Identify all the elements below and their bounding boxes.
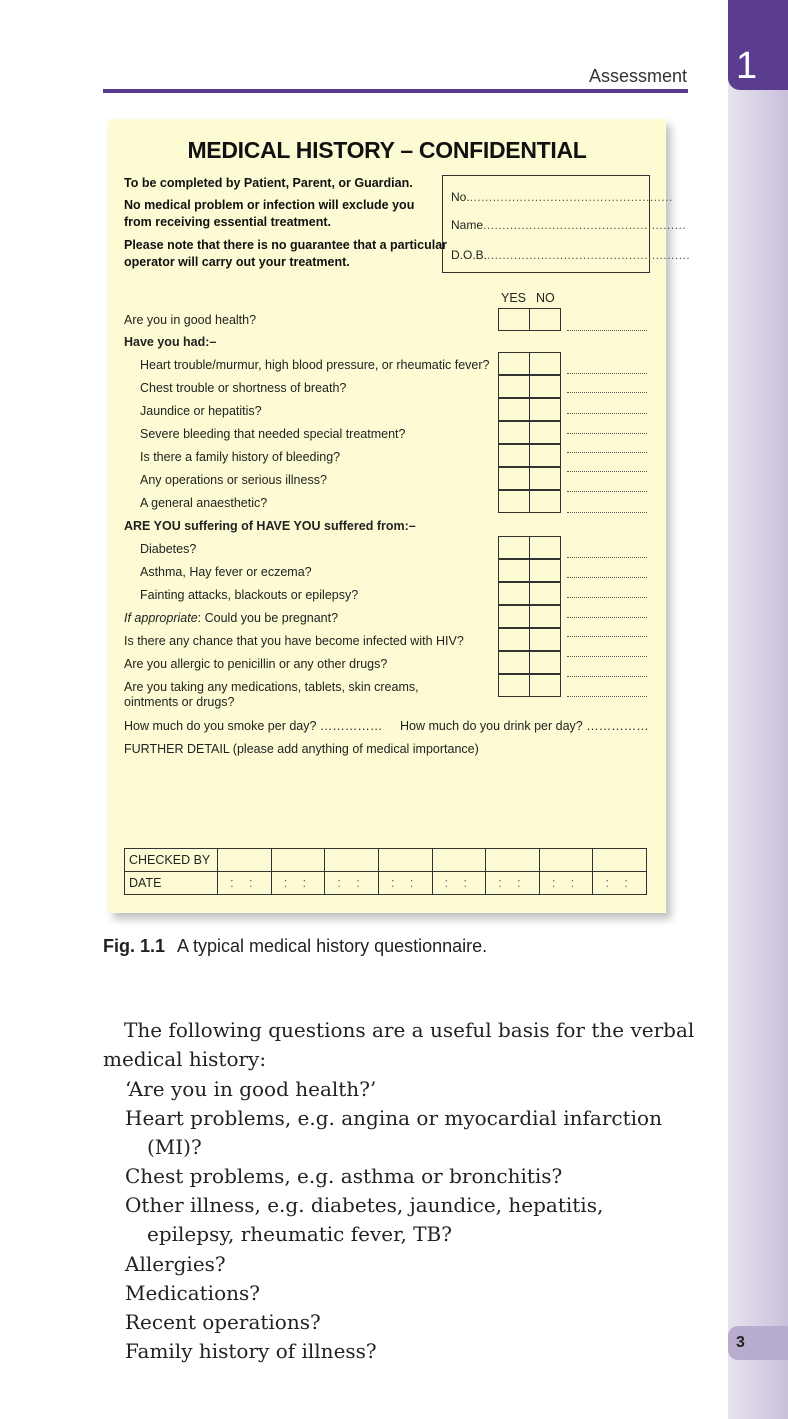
- question-family-bleeding: Is there a family history of bleeding?: [140, 450, 341, 464]
- no-checkbox[interactable]: [529, 444, 561, 467]
- yes-checkbox[interactable]: [498, 421, 530, 444]
- yes-checkbox[interactable]: [498, 582, 530, 605]
- no-checkbox[interactable]: [529, 674, 561, 697]
- question-pregnant: If appropriate: Could you be pregnant?: [124, 611, 339, 625]
- figure-caption: [103, 936, 487, 957]
- yes-checkbox[interactable]: [498, 605, 530, 628]
- yes-checkbox[interactable]: [498, 375, 530, 398]
- question-jaundice: Jaundice or hepatitis?: [140, 404, 262, 418]
- question-anaesthetic: A general anaesthetic?: [140, 496, 268, 510]
- body-paragraph-line: medical history:: [103, 1047, 267, 1071]
- answer-line[interactable]: [567, 557, 647, 558]
- question-heart: Heart trouble/murmur, high blood pressure, or rheumatic fever?: [140, 358, 490, 372]
- yes-checkbox[interactable]: [498, 651, 530, 674]
- question-hiv: Is there any chance that you have become infected with HIV?: [124, 634, 464, 648]
- question-good-health: Are you in good health?: [124, 313, 257, 327]
- medical-history-form: [108, 119, 691, 913]
- no-checkbox[interactable]: [529, 398, 561, 421]
- date-cell[interactable]: : :: [539, 872, 593, 895]
- question-chest: Chest trouble or shortness of breath?: [140, 381, 347, 395]
- no-checkbox[interactable]: [529, 467, 561, 490]
- no-checkbox[interactable]: [529, 651, 561, 674]
- list-item: ‘Are you in good health?’: [125, 1077, 377, 1101]
- answer-line[interactable]: [567, 617, 647, 618]
- chapter-number: 1: [736, 45, 758, 87]
- yes-checkbox[interactable]: [498, 559, 530, 582]
- smoke-question: How much do you smoke per day? ……………: [124, 719, 383, 733]
- date-label: DATE: [125, 872, 218, 895]
- header-rule: [103, 89, 688, 93]
- answer-line[interactable]: [567, 471, 647, 472]
- no-checkbox[interactable]: [529, 375, 561, 398]
- body-paragraph-line: The following questions are a useful basis for the verbal: [124, 1018, 695, 1042]
- intro-line: operator will carry out your treatment.: [124, 255, 350, 269]
- list-item: (MI)?: [147, 1135, 202, 1159]
- question-operations: Any operations or serious illness?: [140, 473, 327, 487]
- checked-by-cell[interactable]: [593, 849, 647, 872]
- intro-line: No medical problem or infection will exclude you: [124, 198, 415, 212]
- drink-question: How much do you drink per day? ……………: [400, 719, 649, 733]
- list-item: Family history of illness?: [125, 1339, 377, 1363]
- list-item: epilepsy, rheumatic fever, TB?: [147, 1222, 452, 1246]
- yes-checkbox[interactable]: [498, 467, 530, 490]
- no-column-header: NO: [536, 291, 555, 305]
- no-checkbox[interactable]: [529, 582, 561, 605]
- date-cell[interactable]: : :: [325, 872, 379, 895]
- question-allergy: Are you allergic to penicillin or any other drugs?: [124, 657, 388, 671]
- answer-line[interactable]: [567, 512, 647, 513]
- question-diabetes: Diabetes?: [140, 542, 197, 556]
- answer-line[interactable]: [567, 452, 647, 453]
- answer-line[interactable]: [567, 330, 647, 331]
- id-number-field[interactable]: No......................................................: [451, 190, 673, 204]
- figure-label: Fig. 1.1: [103, 936, 166, 956]
- checked-by-cell[interactable]: [486, 849, 540, 872]
- page-number: 3: [736, 1334, 745, 1351]
- no-checkbox[interactable]: [529, 605, 561, 628]
- question-medications: Are you taking any medications, tablets, skin creams, ointments or drugs?: [124, 680, 419, 709]
- checked-by-cell[interactable]: [271, 849, 325, 872]
- thumb-index-strip: [728, 0, 788, 1419]
- no-checkbox[interactable]: [529, 559, 561, 582]
- answer-line[interactable]: [567, 413, 647, 414]
- question-fainting: Fainting attacks, blackouts or epilepsy?: [140, 588, 359, 602]
- checked-by-cell[interactable]: [325, 849, 379, 872]
- answer-line[interactable]: [567, 696, 647, 697]
- yes-checkbox[interactable]: [498, 628, 530, 651]
- list-item: Allergies?: [125, 1252, 226, 1276]
- date-cell[interactable]: : :: [432, 872, 486, 895]
- answer-line[interactable]: [567, 656, 647, 657]
- name-field[interactable]: Name.....................................................: [451, 218, 687, 232]
- answer-line[interactable]: [567, 577, 647, 578]
- yes-checkbox[interactable]: [498, 308, 530, 331]
- date-cell[interactable]: : :: [486, 872, 540, 895]
- patient-id-box: [442, 175, 691, 273]
- answer-line[interactable]: [567, 392, 647, 393]
- yes-column-header: YES: [501, 291, 527, 305]
- list-item: Recent operations?: [125, 1310, 321, 1334]
- answer-line[interactable]: [567, 491, 647, 492]
- date-cell[interactable]: : :: [218, 872, 272, 895]
- answer-line[interactable]: [567, 597, 647, 598]
- date-cell[interactable]: : :: [378, 872, 432, 895]
- yes-checkbox[interactable]: [498, 352, 530, 375]
- intro-line: Please note that there is no guarantee that a particular: [124, 238, 448, 252]
- checked-by-cell[interactable]: [432, 849, 486, 872]
- yes-checkbox[interactable]: [498, 490, 530, 513]
- list-item: Heart problems, e.g. angina or myocardial infarction: [125, 1106, 662, 1130]
- no-checkbox[interactable]: [529, 490, 561, 513]
- dob-field[interactable]: D.O.B......................................................: [451, 248, 691, 262]
- answer-line[interactable]: [567, 636, 647, 637]
- section-header: Assessment: [588, 66, 687, 86]
- answer-line[interactable]: [567, 676, 647, 677]
- list-item: Chest problems, e.g. asthma or bronchitis?: [125, 1164, 563, 1188]
- no-checkbox[interactable]: [529, 421, 561, 444]
- table-row: [125, 849, 647, 872]
- yes-checkbox[interactable]: [498, 536, 530, 559]
- list-item: Medications?: [125, 1281, 260, 1305]
- figure-caption-text: A typical medical history questionnaire.: [177, 936, 488, 956]
- table-row: [125, 872, 647, 895]
- answer-line[interactable]: [567, 433, 647, 434]
- yes-checkbox[interactable]: [498, 398, 530, 421]
- no-checkbox[interactable]: [529, 352, 561, 375]
- no-checkbox[interactable]: [529, 308, 561, 331]
- section-have-you-had: Have you had:–: [124, 335, 217, 349]
- intro-line: from receiving essential treatment.: [124, 215, 332, 229]
- no-checkbox[interactable]: [529, 536, 561, 559]
- answer-line[interactable]: [567, 373, 647, 374]
- checked-by-label: CHECKED BY: [125, 849, 218, 872]
- list-item: Other illness, e.g. diabetes, jaundice, hepatitis,: [125, 1193, 604, 1217]
- further-detail-label: FURTHER DETAIL (please add anything of medical importance): [124, 742, 479, 756]
- date-cell[interactable]: : :: [593, 872, 647, 895]
- date-cell[interactable]: : :: [271, 872, 325, 895]
- checked-by-cell[interactable]: [378, 849, 432, 872]
- checked-by-cell[interactable]: [218, 849, 272, 872]
- question-asthma: Asthma, Hay fever or eczema?: [140, 565, 312, 579]
- yes-checkbox[interactable]: [498, 674, 530, 697]
- no-checkbox[interactable]: [529, 628, 561, 651]
- section-suffering: ARE YOU suffering of HAVE YOU suffered from:–: [124, 519, 416, 533]
- question-bleeding: Severe bleeding that needed special treatment?: [140, 427, 406, 441]
- yes-checkbox[interactable]: [498, 444, 530, 467]
- intro-line: To be completed by Patient, Parent, or Guardian.: [124, 176, 413, 190]
- form-title: MEDICAL HISTORY – CONFIDENTIAL: [187, 137, 587, 163]
- checked-by-cell[interactable]: [539, 849, 593, 872]
- checked-by-table: [124, 848, 647, 895]
